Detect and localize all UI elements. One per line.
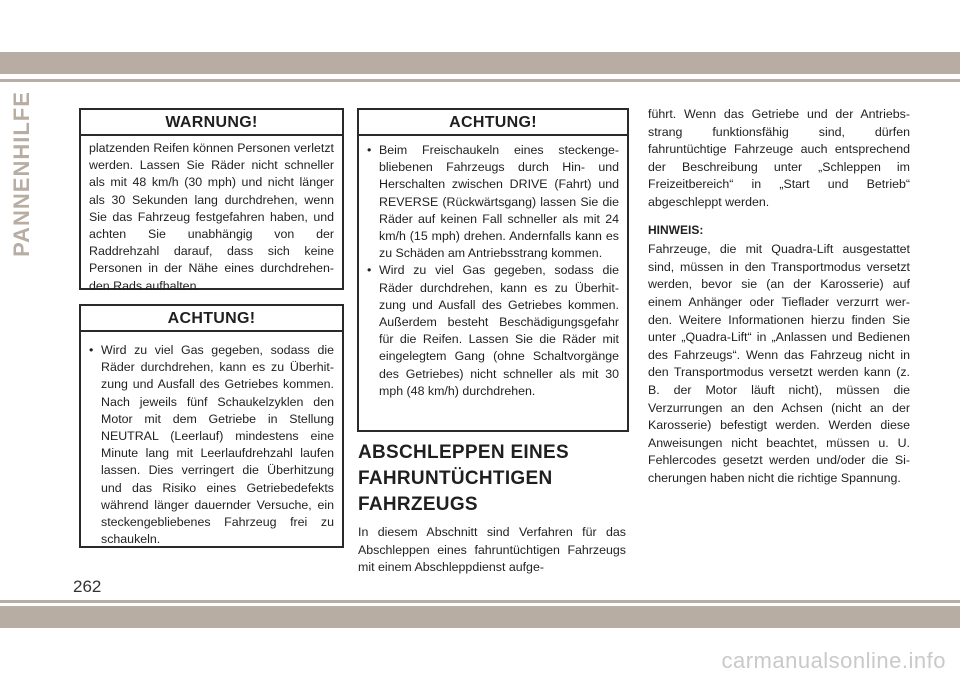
page-number: 262 — [73, 577, 102, 596]
right-column — [648, 106, 910, 487]
warning-text: platzenden Reifen können Personen verletzt werden. Lassen Sie Räder nicht schneller als mit 48 km/h (30 mph) und nicht länger als 30 Sekunden lang durchdrehen, wenn Sie das Fahrzeug festgefahren haben, und achten Sie unabhängig von der Raddrehzahl darauf, dass sich keine Personen in der Nähe eines durchdrehenden Rads aufhalten. — [89, 141, 334, 293]
note-text: Fahrzeuge, die mit Quadra-Lift ausgestattet sind, müssen in den Transportmodus versetzt werden, bevor sie (an der Karosserie) auf einem Anhänger oder Tieflader verzurrt werden. Weitere Informationen hierzu finden Sie unter „Quadra-Lift“ in „Anlassen und Bedienen des Fahrzeugs“. Wenn das Fahrzeug nicht in den Transportmodus versetzt werden kann (z. B. der Motor läuft nicht), müssen die Verzurrungen an den Achsen (nicht an der Karosserie) befestigt werden. Werden diese Anweisungen nicht beachtet, müssen u. U. Fehlercodes gesetzt werden und/oder die Sicherungen haben nicht die richtige Spannung. — [648, 242, 910, 485]
caution-left-bullet-1: Wird zu viel Gas gegeben, sodass die Räder durchdrehen, kann es zu Überhitzung und Ausfall des Getriebes kommen. Nach jeweils fünf Schaukelzyklen den Motor mit dem Getriebe in Stellung NEUTRAL (Leerlauf) mindestens eine Minute lang mit Leerlaufdrehzahl laufen lassen. Dies verringert die Überhitzung und das Risiko eines Getriebedefekts während länger dauernder Versuche, ein steckengebliebenes Fahrzeug frei zu schaukeln. — [101, 343, 334, 547]
caution-left-title: ACHTUNG! — [81, 306, 342, 332]
note-label: HINWEIS: — [648, 222, 704, 237]
list-item: • Beim Freischaukeln eines steckengebliebenen Fahrzeugs durch Hin- und Herschalten zwischen DRIVE (Fahrt) und REVERSE (Rückwärtsgang) lassen Sie die Räder auf keinen Fall schneller als mit 24 km/h (15 mph) drehen. Andernfalls kann es zu Schäden am Antriebsstrang kommen. — [367, 142, 619, 262]
right-para-1: führt. Wenn das Getriebe und der Antriebsstrang funktionsfähig sind, dürfen fahruntüchtige Fahrzeuge auch entsprechend der Beschreibung unter „Schleppen im Freizeitbereich“ in „Start und Betrieb“ abgeschleppt werden. — [648, 107, 910, 209]
section-side-tab — [2, 91, 42, 257]
header-rule — [0, 79, 960, 82]
header-band — [0, 52, 960, 74]
warning-title: WARNUNG! — [81, 110, 342, 136]
watermark-text: carmanualsonline.info — [721, 648, 946, 673]
list-item: • Wird zu viel Gas gegeben, sodass die Räder durchdrehen, kann es zu Überhitzung und Ausfall des Getriebes kommen. Außerdem besteht Beschädigungsgefahr für die Reifen. Lassen Sie die Räder mit eingelegtem Gang (ohne Schaltvorgänge des Getriebes) nicht schneller als mit 30 mph (48 km/h) durchdrehen. — [367, 262, 619, 400]
caution-middle-title: ACHTUNG! — [359, 110, 627, 136]
caution-middle-bullet-2: Wird zu viel Gas gegeben, sodass die Räder durchdrehen, kann es zu Überhitzung und Ausfall des Getriebes kommen. Außerdem besteht Beschädigungsgefahr für die Reifen. Lassen Sie die Räder mit eingelegtem Gang (ohne Schaltvorgänge des Getriebes) nicht schneller als mit 30 mph (48 km/h) durchdrehen. — [379, 263, 619, 398]
warning-box — [79, 108, 344, 293]
footer-band — [0, 606, 960, 628]
section-heading: ABSCHLEPPEN EINES FAHRUNTÜCHTIGEN FAHRZEUGS — [358, 442, 569, 515]
caution-box-middle — [357, 108, 629, 432]
side-tab-label: PANNENHILFE — [9, 91, 35, 257]
list-item: • Wird zu viel Gas gegeben, sodass die Räder durchdrehen, kann es zu Überhitzung und Ausfall des Getriebes kommen. Nach jeweils fünf Schaukelzyklen den Motor mit dem Getriebe in Stellung NEUTRAL (Leerlauf) mindestens eine Minute lang mit Leerlaufdrehzahl laufen lassen. Dies verringert die Überhitzung und das Risiko eines Getriebedefekts während länger dauernder Versuche, ein steckengebliebenes Fahrzeug frei zu schaukeln. — [89, 342, 334, 548]
section-intro: In diesem Abschnitt sind Verfahren für das Abschleppen eines fahruntüchtigen Fahrzeugs mit einem Abschleppdienst aufge- — [358, 525, 626, 575]
caution-box-left — [79, 304, 344, 548]
footer-rule — [0, 600, 960, 603]
caution-middle-bullet-1: Beim Freischaukeln eines steckengebliebenen Fahrzeugs durch Hin- und Herschalten zwischen DRIVE (Fahrt) und REVERSE (Rückwärtsgang) lassen Sie die Räder auf keinen Fall schneller als mit 24 km/h (15 mph) drehen. Andernfalls kann es zu Schäden am Antriebsstrang kommen. — [379, 143, 619, 261]
